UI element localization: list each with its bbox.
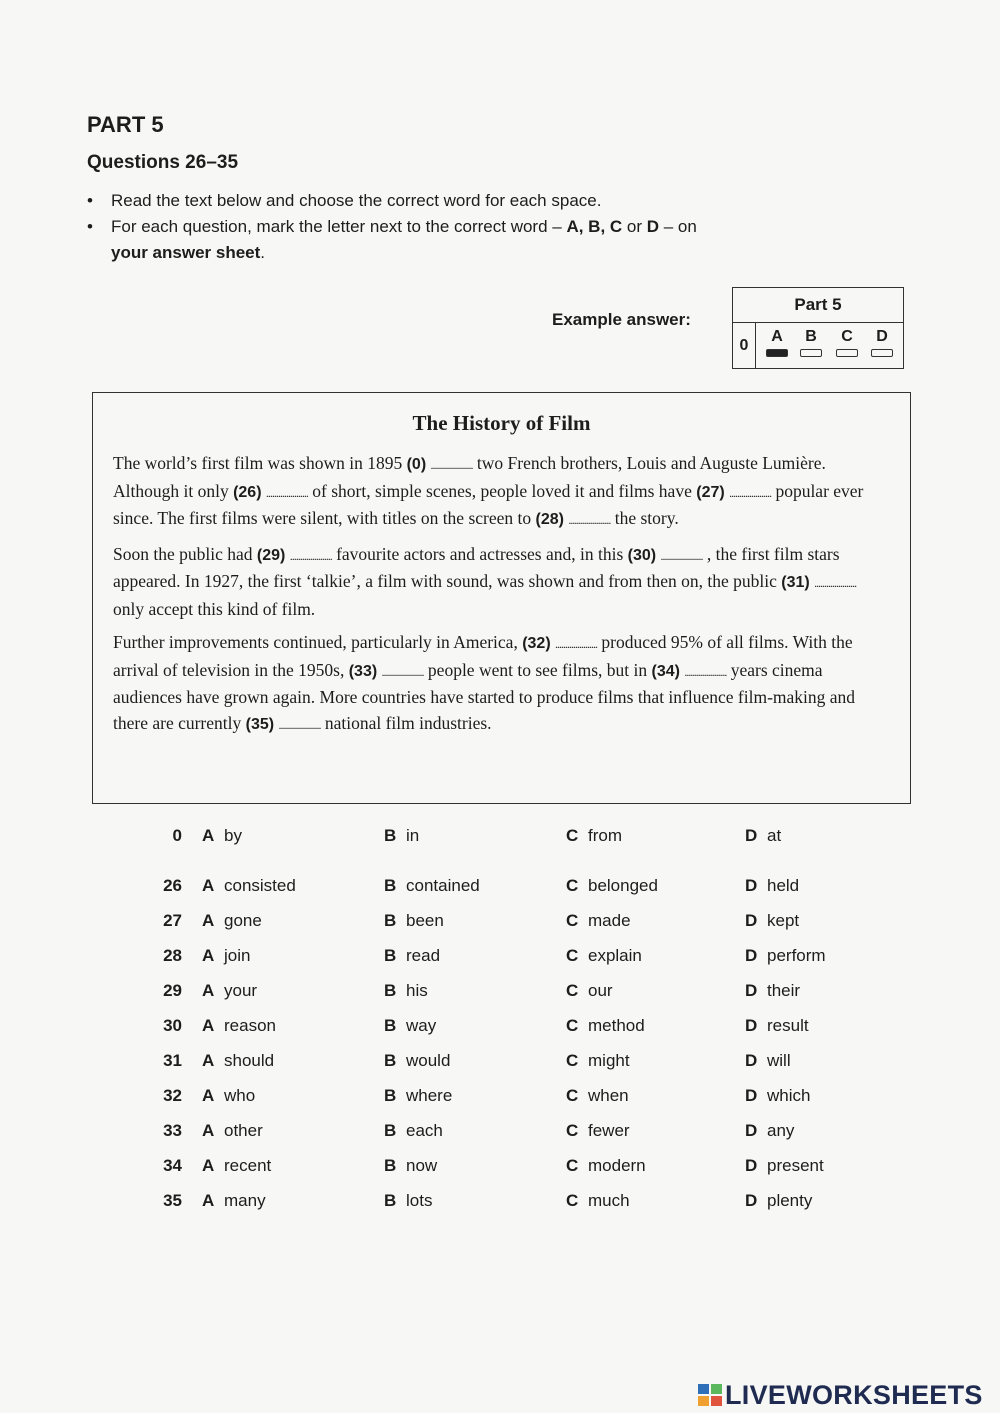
option-c[interactable] [566,1051,630,1071]
option-word: in [406,826,420,845]
answer-option-c [835,328,859,357]
option-word: from [588,826,622,845]
option-letter: D [745,1086,758,1105]
option-word: his [406,981,428,1000]
paragraph-2 [113,542,891,623]
option-b[interactable] [384,1016,436,1036]
option-letter: A [202,826,215,845]
gap-dots: ..................... [568,513,611,527]
gap-dots: ..................... [555,637,598,651]
answer-box-row [733,323,903,368]
text-span: two French brothers, Louis and Auguste Lumière. Although it only [113,453,826,501]
gap-dots: ..................... [381,664,424,679]
instruction-text: or [622,217,647,236]
option-word: who [224,1086,256,1105]
option-letter: A [202,1191,215,1210]
option-word: our [588,981,613,1000]
option-d[interactable] [745,876,799,896]
option-word: other [224,1121,263,1140]
answer-mark-empty [871,349,893,357]
gap-31-number: (31) [781,574,810,591]
option-a[interactable] [202,911,262,931]
option-c[interactable] [566,1191,630,1211]
option-word: explain [588,946,642,965]
option-letter: C [566,1191,579,1210]
option-letter: D [745,946,758,965]
option-letter: C [566,911,579,930]
gap-dots: ..................... [289,548,332,563]
option-word: each [406,1121,443,1140]
option-word: many [224,1191,266,1210]
option-letter: B [384,826,397,845]
option-d[interactable] [745,1156,824,1176]
text-span: national film industries. [320,712,492,733]
question-number: 32 [163,1086,182,1105]
text-span: of short, simple scenes, people loved it and films have [307,480,697,501]
liveworksheets-logo[interactable] [697,1380,983,1411]
option-word: now [406,1156,438,1175]
option-b[interactable] [384,1086,452,1106]
option-a[interactable] [202,1156,271,1176]
option-a[interactable] [202,946,250,966]
reading-text-frame [92,392,911,804]
question-row-32 [150,1086,870,1108]
question-row-30 [150,1016,870,1038]
gap-32-number: (32) [522,635,551,652]
option-d[interactable] [745,1051,791,1071]
question-number: 27 [163,911,182,930]
option-letter: C [566,981,579,1000]
option-c[interactable] [566,981,613,1001]
text-span: popular ever since. The first films were silent, with titles on the screen to [113,480,864,528]
option-word: plenty [767,1191,813,1210]
option-a[interactable] [202,1191,266,1211]
gap-33-number: (33) [348,662,378,680]
option-letter: B [384,946,397,965]
answer-option-letter: B [805,328,817,345]
question-number: 28 [163,946,182,965]
question-row-35 [150,1191,870,1213]
text-span: years cinema audiences have grown again. More countries have started to produce films that influence film-making and there are currently [113,659,856,733]
option-c[interactable] [566,826,622,846]
question-row-0 [150,826,870,848]
option-word: which [767,1086,811,1105]
instructions-list [87,188,807,266]
option-letter: C [566,1121,579,1140]
option-word: fewer [588,1121,630,1140]
option-a[interactable] [202,981,257,1001]
answer-option-letter: A [771,328,783,345]
answer-mark-empty [800,349,822,357]
gap-35-number: (35) [245,715,275,733]
option-b[interactable] [384,1051,450,1071]
option-letter: A [202,946,215,965]
option-word: much [588,1191,630,1210]
option-letter: C [566,946,579,965]
option-c[interactable] [566,1156,646,1176]
option-d[interactable] [745,1016,809,1036]
option-a[interactable] [202,1121,263,1141]
option-a[interactable] [202,826,242,846]
gap-dots: ..................... [278,717,321,732]
option-letter: A [202,876,215,895]
gap-29-number: (29) [256,546,286,564]
option-c[interactable] [566,1121,630,1141]
question-number: 33 [163,1121,182,1140]
option-letter: D [745,876,758,895]
question-number: 31 [163,1051,182,1070]
part-title: PART 5 [87,112,164,137]
option-letter: A [202,1156,215,1175]
option-letter: D [745,1191,758,1210]
question-row-29 [150,981,870,1003]
option-c[interactable] [566,911,631,931]
text-span: only accept this kind of film. [113,598,316,619]
option-letter: B [384,1156,397,1175]
option-letter: B [384,1191,397,1210]
question-row-34 [150,1156,870,1178]
option-word: where [406,1086,453,1105]
option-word: method [588,1016,645,1035]
answer-option-b [799,328,823,357]
option-word: join [224,946,251,965]
option-letter: D [745,1016,758,1035]
instruction-text: Read the text below and choose the correct word for each space. [111,191,602,210]
instruction-text: . [260,243,266,262]
instruction-letters: A, B, C [566,217,623,236]
option-a[interactable] [202,1051,274,1071]
option-letter: B [384,981,397,1000]
answer-box-title: Part 5 [733,288,903,323]
option-c[interactable] [566,946,642,966]
option-word: reason [224,1016,276,1035]
question-number: 30 [163,1016,182,1035]
option-letter: A [202,981,215,1000]
answer-option-letter: D [876,328,888,345]
option-b[interactable] [384,1121,443,1141]
paragraph-3 [113,630,891,738]
question-number: 26 [163,876,182,895]
option-d[interactable] [745,1191,812,1211]
gap-0-number: (0) [406,456,427,473]
option-word: perform [767,946,826,965]
option-b[interactable] [384,911,444,931]
option-word: present [767,1156,824,1175]
option-word: recent [224,1156,272,1175]
question-row-27 [150,911,870,933]
option-word: will [767,1051,791,1070]
text-span: Soon the public had [113,543,257,564]
option-a[interactable] [202,876,296,896]
option-letter: A [202,1016,215,1035]
option-letter: D [745,911,758,930]
gap-dots: ..................... [814,576,857,590]
option-word: contained [406,876,480,895]
gap-28-number: (28) [535,511,564,528]
option-letter: A [202,1121,215,1140]
option-letter: A [202,911,215,930]
option-word: way [406,1016,437,1035]
option-letter: D [745,1156,758,1175]
option-letter: C [566,1086,579,1105]
answer-option-d [870,328,894,357]
text-span: , the first film stars appeared. In 1927, the first ‘talkie’, a film with sound, was shown and from then on, the public [113,543,840,591]
questions-title: Questions 26–35 [87,152,239,173]
answer-mark-empty [836,349,858,357]
option-word: read [406,946,441,965]
gap-dots: ..................... [684,664,727,679]
text-span: Further improvements continued, particularly in America, [113,632,523,652]
option-d[interactable] [745,911,799,931]
option-d[interactable] [745,1121,794,1141]
option-word: should [224,1051,275,1070]
option-word: held [767,876,800,895]
option-word: been [406,911,444,930]
option-b[interactable] [384,876,480,896]
option-b[interactable] [384,1191,432,1211]
option-letter: A [202,1051,215,1070]
option-letter: D [745,1051,758,1070]
option-a[interactable] [202,1086,255,1106]
instruction-item [87,214,807,266]
answer-mark-filled [766,349,788,357]
answer-option-a [765,328,789,357]
option-b[interactable] [384,826,419,846]
option-letter: C [566,876,579,895]
option-letter: D [745,826,758,845]
gap-dots: ..................... [660,548,703,563]
reading-title: The History of Film [412,411,591,435]
question-row-28 [150,946,870,968]
option-word: any [767,1121,795,1140]
option-word: result [767,1016,809,1035]
option-letter: D [745,1121,758,1140]
option-letter: B [384,1086,397,1105]
question-number: 35 [163,1191,182,1210]
example-answer-label: Example answer: [552,310,691,329]
option-letter: D [745,981,758,1000]
option-word: might [588,1051,630,1070]
option-d[interactable] [745,946,826,966]
option-word: kept [767,911,800,930]
example-answer-box [732,287,904,369]
option-c[interactable] [566,1086,629,1106]
option-letter: B [384,1121,397,1140]
option-word: gone [224,911,262,930]
option-letter: C [566,826,579,845]
option-word: their [767,981,801,1000]
option-d[interactable] [745,981,800,1001]
option-word: modern [588,1156,646,1175]
option-word: by [224,826,242,845]
instruction-answer-sheet: your answer sheet [111,243,261,262]
question-number: 34 [163,1156,182,1175]
paragraph-1 [113,451,891,534]
gap-30-number: (30) [627,546,657,564]
option-b[interactable] [384,1156,437,1176]
option-word: lots [406,1191,433,1210]
text-span: The world’s first film was shown in 1895 [113,453,407,473]
option-c[interactable] [566,1016,645,1036]
instruction-item [87,188,807,214]
option-d[interactable] [745,826,781,846]
instruction-letters: D [646,217,660,236]
answer-box-number: 0 [733,323,756,368]
liveworksheets-logo-icon [697,1383,723,1407]
option-letter: C [566,1051,579,1070]
text-span: favourite actors and actresses and, in this [331,543,628,564]
option-a[interactable] [202,1016,276,1036]
text-span: produced 95% of all films. With the arrival of television in the 1950s, [113,632,853,680]
gap-26-number: (26) [233,483,262,501]
option-word: at [767,826,782,845]
text-span: people went to see films, but in [423,659,652,680]
instruction-text: – on [659,217,697,236]
option-letter: B [384,1016,397,1035]
question-row-26 [150,876,870,898]
option-letter: B [384,876,397,895]
option-b[interactable] [384,981,428,1001]
gap-34-number: (34) [651,662,680,680]
reading-body [113,451,891,746]
option-letter: A [202,1086,215,1105]
option-c[interactable] [566,876,658,896]
gap-dots: ..................... [729,485,772,500]
option-word: belonged [588,876,658,895]
gap-dots: ..................... [430,458,473,472]
answer-option-letter: C [841,328,853,345]
instruction-text: For each question, mark the letter next to the correct word – [111,217,567,236]
option-word: when [588,1086,629,1105]
option-d[interactable] [745,1086,810,1106]
option-letter: C [566,1016,579,1035]
question-number: 29 [163,981,182,1000]
option-letter: B [384,1051,397,1070]
option-letter: C [566,1156,579,1175]
option-word: consisted [224,876,296,895]
gap-dots: ..................... [265,485,308,500]
option-letter: B [384,911,397,930]
option-word: your [224,981,258,1000]
question-row-31 [150,1051,870,1073]
option-word: would [406,1051,451,1070]
gap-27-number: (27) [696,483,725,501]
option-word: made [588,911,631,930]
question-row-33 [150,1121,870,1143]
text-span: the story. [610,508,679,528]
option-b[interactable] [384,946,440,966]
question-number: 0 [172,826,182,845]
logo-text: LIVEWORKSHEETS [725,1380,983,1410]
